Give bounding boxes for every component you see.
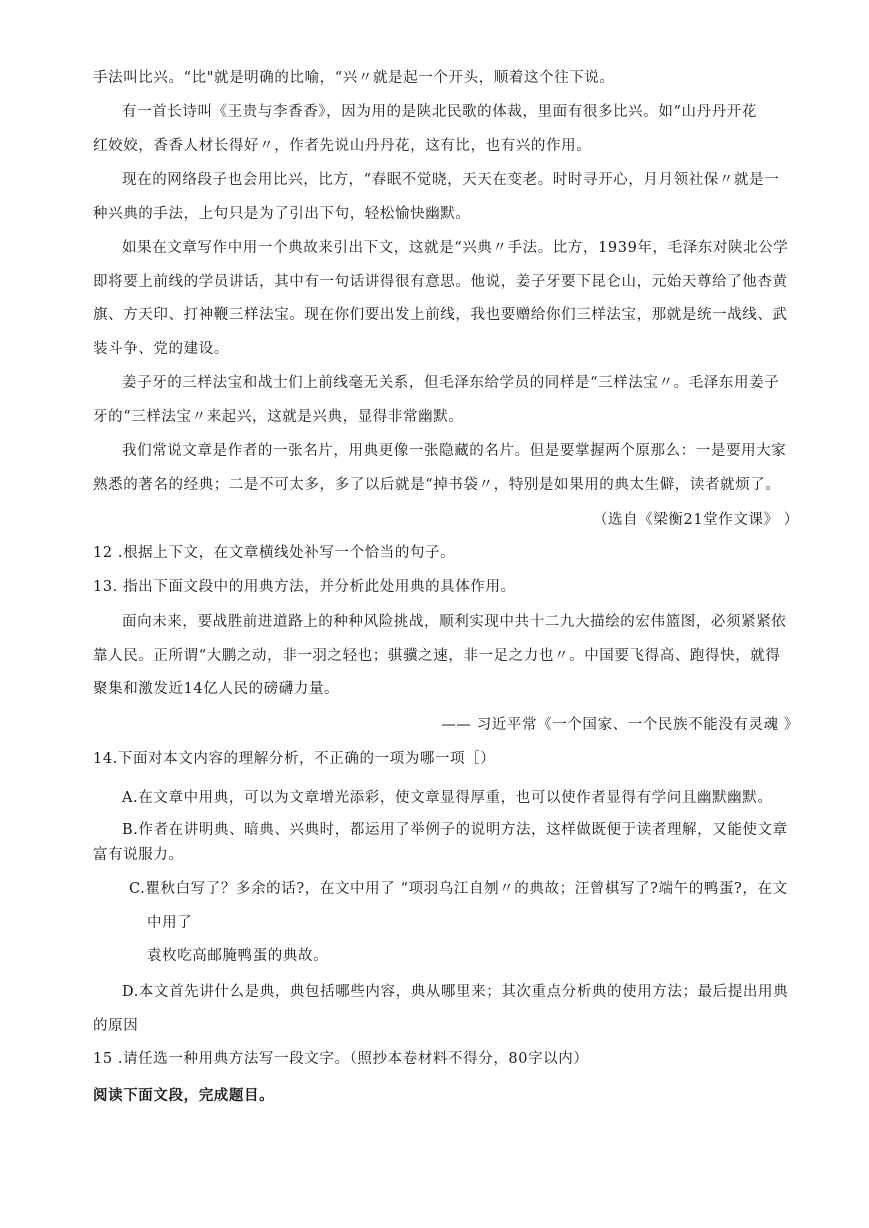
option-a: A.在文章中用典，可以为文章增光添彩，使文章显得厚重，也可以使作者显得有学问且幽默幽默。: [122, 790, 773, 806]
paragraph-business-card: 我们常说文章是作者的一张名片，用典更像一张隐藏的名片。但是要掌握两个原那么：一是要用大家 熟悉的著名的经典；二是不可太多，多了以后就是“掉书袋〃，特别是如果用的典太生僻，读者就烦了。: [93, 443, 787, 493]
option-b: B.作者在讲明典、暗典、兴典时，都运用了举例子的说明方法，这样做既便于读者理解，又能使文章 富有说服力。: [93, 822, 788, 863]
option-d: D.本文首先讲什么是典，典包括哪些内容，典从哪里来；其次重点分析典的使用方法；最后提出用典 的原因: [93, 984, 789, 1034]
paragraph-xingdian: 如果在文章写作中用一个典故来引出下文，这就是“兴典〃手法。比方，1939年，毛泽东对陕北公学 即将要上前线的学员讲话，其中有一句话讲得很有意思。他说，姜子牙要下昆仑山，元始天尊给了他杏黄 旗、方天印、打神鞭三样法宝。现在你们要出发上前线，我也要赠给你们三样法宝，那就是统一战线、武 装斗争、党的建设。: [93, 240, 789, 357]
paragraph-bixing: 手法叫比兴。“比"就是明确的比喻，“兴〃就是起一个开头，顺着这个往下说。: [93, 70, 615, 86]
paragraph-internet-jokes: 现在的网络段子也会用比兴，比方，“春眠不觉晓，天天在变老。时时寻开心，月月领社保〃就是一 种兴典的手法，上句只是为了引出下句，轻松愉快幽默。: [93, 172, 780, 222]
source-citation: （选自《梁衡21堂作文课》 ）: [592, 512, 799, 528]
paragraph-wanggui: 有一首长诗叫《王贵与李香香》，因为用的是陕北民歌的体裁，里面有很多比兴。如“山丹丹开花 红姣姣，香香人材长得好〃，作者先说山丹丹花，这有比，也有兴的作用。: [93, 104, 757, 154]
option-c: C.瞿秋白写了？多余的话?，在文中用了 “项羽乌江自刎〃的典故；汪曾棋写了?端午的鸭蛋?，在文 中用了 袁枚吃高邮腌鸭蛋的典故。: [129, 881, 788, 964]
question-13-attribution: —— 习近平常《一个国家、一个民族不能没有灵魂 》: [441, 717, 799, 733]
question-14: 14.下面对本文内容的理解分析，不正确的一项为哪一项［）: [93, 751, 496, 767]
question-12: 12 .根据上下文，在文章横线处补写一个恰当的句子。: [93, 545, 456, 561]
question-13-passage: 面向未来，要战胜前进道路上的种种风险挑战，顺利实现中共十二九大描绘的宏伟篮图，必须紧紧依 靠人民。正所谓“大鹏之动，非一羽之轻也；骐骥之速，非一足之力也〃。中国要飞得高、跑得快，就得 聚集和激发近14亿人民的磅礴力量。: [93, 614, 787, 697]
paragraph-three-treasures: 姜子牙的三样法宝和战士们上前线毫无关系，但毛泽东给学员的同样是“三样法宝〃。毛泽东用姜子 牙的“三样法宝〃来起兴，这就是兴典，显得非常幽默。: [93, 375, 780, 425]
question-15: 15 .请任选一种用典方法写一段文字。（照抄本卷材料不得分，80字以内）: [93, 1051, 589, 1067]
question-13: 13. 指出下面文段中的用典方法，并分析此处用典的具体作用。: [93, 579, 516, 595]
section-heading: 阅读下面文段，完成题目。: [93, 1087, 275, 1104]
